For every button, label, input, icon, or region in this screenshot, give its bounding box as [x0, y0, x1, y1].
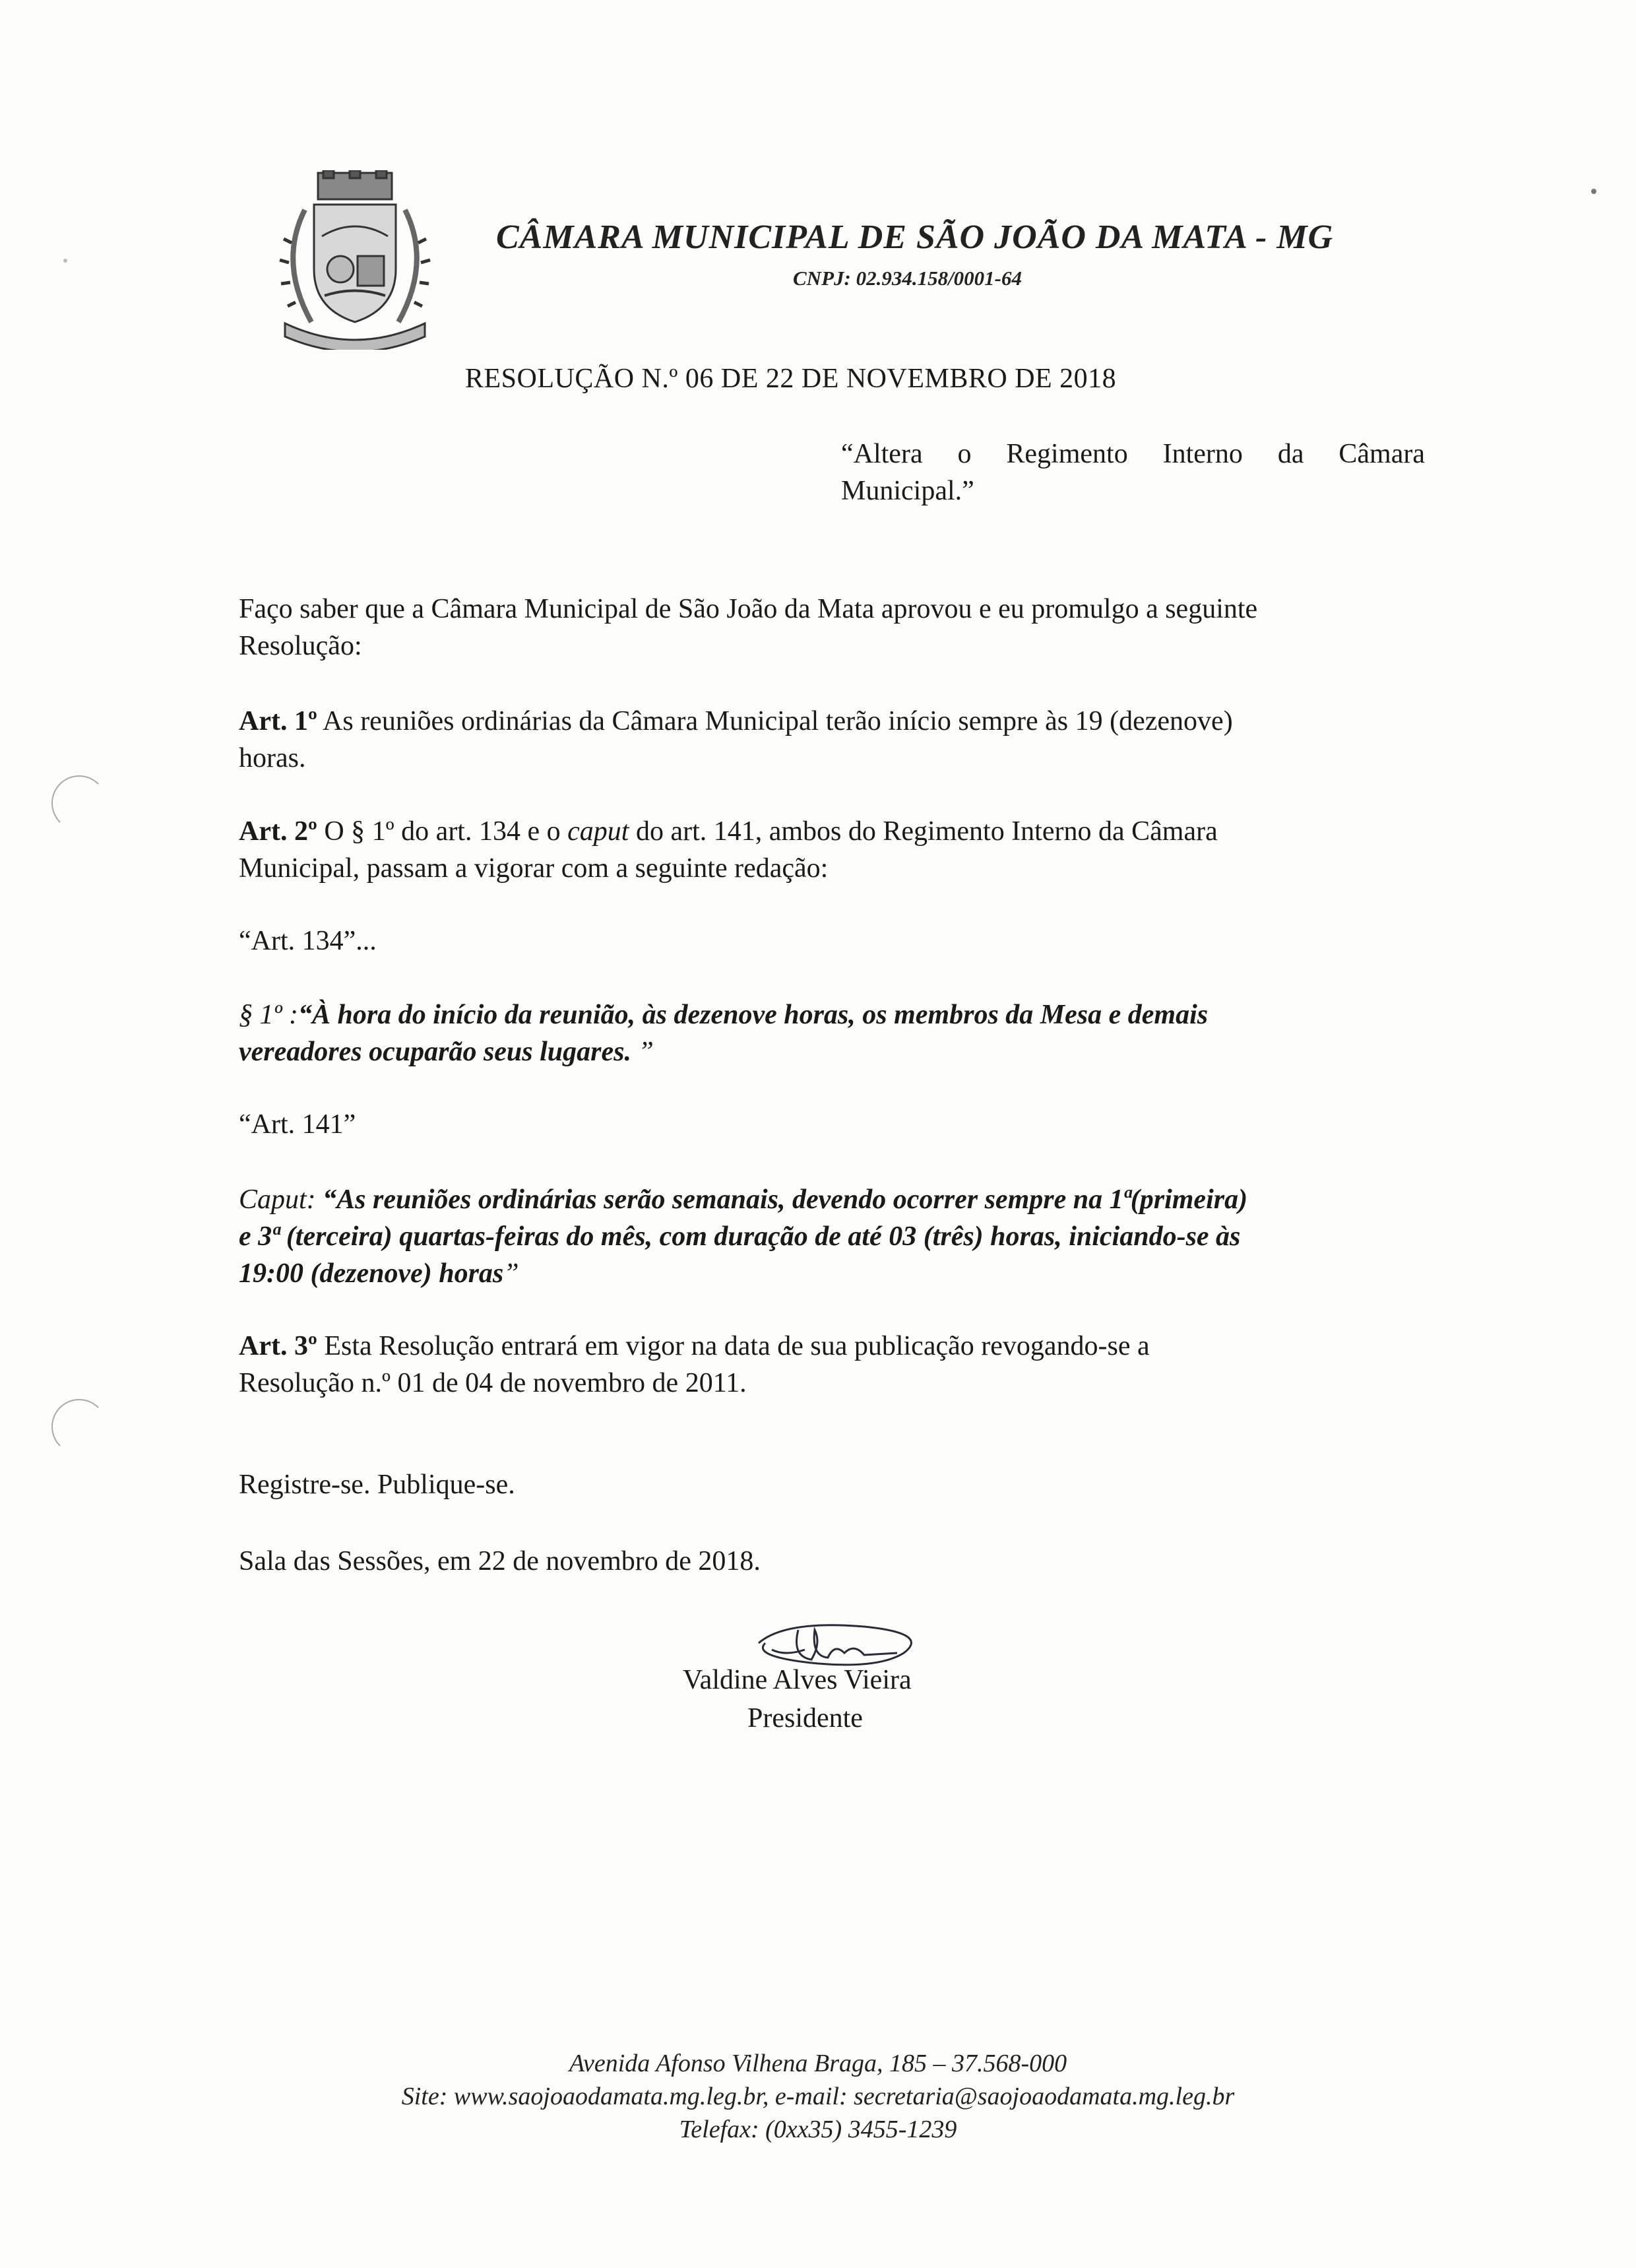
article-2: [239, 813, 1426, 887]
article-2-line-1: [239, 813, 1426, 850]
closing-session: Sala das Sessões, em 22 de novembro de 2018.: [239, 1546, 761, 1576]
article-1-line-1: [239, 703, 1426, 740]
ementa-word: Regimento: [1006, 439, 1128, 469]
article-1: [239, 703, 1426, 777]
caput-line-1: [239, 1181, 1426, 1218]
article-3-line-2: Resolução n.º 01 de 04 de novembro de 2011.: [239, 1368, 747, 1398]
ementa-word: Interno: [1162, 439, 1243, 469]
article-2-text-a: O § 1º do art. 134 e o: [324, 816, 561, 847]
paragraph-1-text: “À hora do início da reunião, às dezenove horas, os membros da Mesa e demais: [298, 1000, 1209, 1030]
article-1-text: As reuniões ordinárias da Câmara Municipal terão início sempre às 19 (dezenove): [323, 706, 1233, 736]
signatory-role: Presidente: [747, 1703, 863, 1733]
ementa-word: Câmara: [1338, 439, 1425, 469]
article-2-line-2: Municipal, passam a vigorar com a seguinte redação:: [239, 853, 829, 884]
punch-hole-mark: [51, 775, 107, 831]
footer-contact: Site: www.saojoaodamata.mg.leg.br, e-mail: secretaria@saojoaodamata.mg.leg.br: [401, 2083, 1235, 2110]
article-2-caput-word: caput: [567, 816, 629, 847]
scan-speck: [1591, 189, 1596, 194]
article-3: [239, 1328, 1426, 1402]
paragraph-1-prefix: § 1º :: [239, 1000, 299, 1030]
article-3-text: Esta Resolução entrará em vigor na data de sua publicação revogando-se a: [324, 1331, 1150, 1361]
ementa-word: da: [1277, 439, 1304, 469]
caput-text-1: “As reuniões ordinárias serão semanais, devendo ocorrer sempre na 1ª(primeira): [323, 1184, 1248, 1215]
caput-amendment: [239, 1181, 1426, 1292]
ementa: [841, 436, 1425, 509]
quote-art-141: “Art. 141”: [239, 1109, 356, 1140]
caput-line-2: e 3ª (terceira) quartas-feiras do mês, com duração de até 03 (três) horas, iniciando-se às: [239, 1221, 1241, 1252]
article-1-label: Art. 1º: [239, 706, 317, 736]
scan-speck: [63, 259, 67, 263]
closing-register: Registre-se. Publique-se.: [239, 1470, 515, 1500]
institution-name: CÂMARA MUNICIPAL DE SÃO JOÃO DA MATA - MG: [496, 218, 1334, 256]
article-2-text-b: do art. 141, ambos do Regimento Interno da Câmara: [635, 816, 1218, 847]
article-3-line-1: [239, 1328, 1426, 1365]
signatory-name: Valdine Alves Vieira: [683, 1665, 912, 1695]
ementa-line-2: Municipal.”: [841, 476, 974, 506]
preamble-line-1: Faço saber que a Câmara Municipal de São João da Mata aprovou e eu promulgo a seguinte: [239, 594, 1258, 624]
article-3-label: Art. 3º: [239, 1331, 317, 1361]
quote-art-134: “Art. 134”...: [239, 926, 377, 956]
caput-text-3: 19:00 (dezenove) horas: [239, 1258, 504, 1289]
ementa-word: “Altera: [841, 439, 923, 469]
paragraph-1-line-1: [239, 996, 1426, 1033]
paragraph-1-line-2: [239, 1033, 1426, 1070]
caput-line-3: [239, 1255, 1426, 1292]
paragraph-1-text-2: vereadores ocuparão seus lugares.: [239, 1037, 631, 1067]
caput-prefix: Caput:: [239, 1184, 316, 1215]
article-2-label: Art. 2º: [239, 816, 317, 847]
municipal-crest-icon: [272, 170, 438, 350]
ementa-line-1: [841, 436, 1425, 472]
preamble: [239, 591, 1426, 664]
punch-hole-mark: [51, 1399, 107, 1454]
caput-closing: ”: [503, 1258, 519, 1289]
article-1-line-2: horas.: [239, 743, 306, 773]
resolution-title: RESOLUÇÃO N.º 06 DE 22 DE NOVEMBRO DE 2018: [465, 364, 1117, 394]
preamble-line-2: Resolução:: [239, 631, 362, 661]
paragraph-1-amendment: [239, 996, 1426, 1070]
institution-cnpj: CNPJ: 02.934.158/0001-64: [793, 267, 1022, 290]
paragraph-1-closing: ”: [631, 1037, 654, 1067]
footer-address: Avenida Afonso Vilhena Braga, 185 – 37.568-000: [569, 2050, 1067, 2077]
ementa-word: o: [957, 439, 972, 469]
footer-phone: Telefax: (0xx35) 3455-1239: [679, 2116, 957, 2143]
